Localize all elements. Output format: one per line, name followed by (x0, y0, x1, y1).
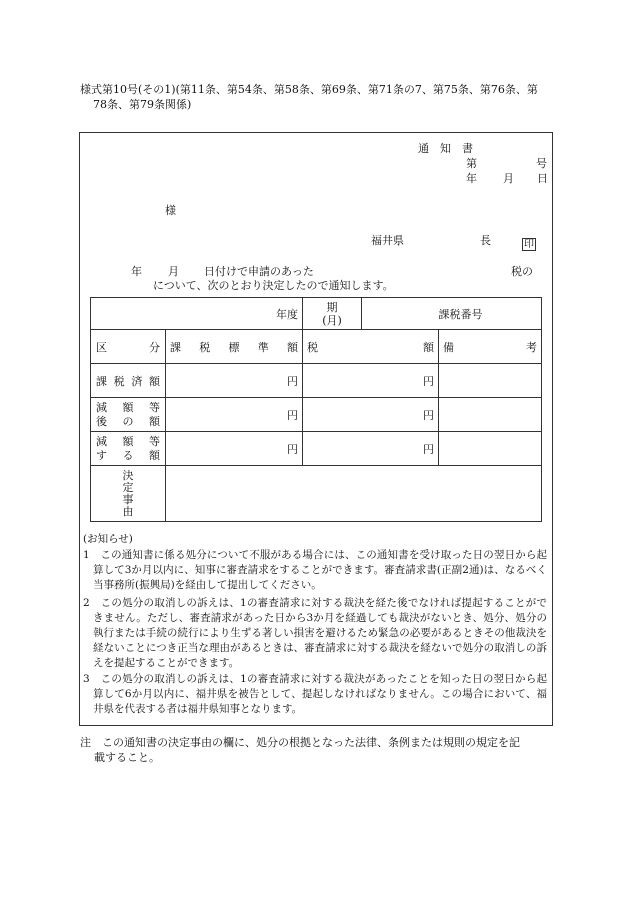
row-label-char: す (96, 448, 107, 462)
assessed-remarks-cell[interactable] (439, 364, 542, 398)
period-month-label: (月) (322, 313, 342, 327)
reduction-base-cell[interactable] (166, 432, 303, 466)
table-row (91, 432, 542, 466)
fiscal-year-cell[interactable] (91, 298, 303, 330)
row-label-char: 等 (149, 400, 160, 414)
row-label-char: 税 (113, 374, 125, 388)
header-base-char: 準 (257, 340, 269, 354)
notes-heading: (お知らせ) (83, 533, 133, 545)
row-label-decision-reason (91, 466, 166, 522)
body-date-text: 日付けで申請のあった (204, 265, 314, 278)
row-label-char: 事 (122, 492, 134, 506)
footnote-line2: 載すること。 (94, 751, 160, 764)
reduction-remarks-cell[interactable] (439, 432, 542, 466)
row-label-char: 額 (122, 434, 134, 448)
notice-number-prefix: 第 (466, 157, 477, 170)
after-reduction-base-cell[interactable] (166, 398, 303, 432)
yen-unit: 円 (287, 442, 298, 456)
row-label-char: 由 (122, 504, 134, 518)
header-tax-1: 税 (307, 340, 318, 354)
header-kubun-1: 区 (96, 340, 107, 354)
assessed-tax-cell[interactable] (303, 364, 439, 398)
table-row (91, 398, 542, 432)
yen-unit: 円 (287, 374, 298, 388)
form-header-line1: 様式第10号(その1)(第11条、第54条、第58条、第69条、第71条の7、第75条、第76条、第 (80, 83, 538, 96)
row-label-char: 後 (96, 414, 107, 428)
row-label-char: 決 (122, 468, 134, 482)
after-reduction-remarks-cell[interactable] (439, 398, 542, 432)
row-label-char: 済 (131, 374, 143, 388)
row-label-char: 等 (149, 434, 160, 448)
header-base-amount (166, 330, 303, 364)
yen-unit: 円 (423, 374, 434, 388)
row-label-char: 額 (122, 400, 134, 414)
row-label-assessed (91, 364, 166, 398)
header-kubun (91, 330, 166, 364)
form-header-line2: 78条、第79条関係) (93, 98, 192, 111)
reduction-tax-cell[interactable] (303, 432, 439, 466)
header-tax-amount (303, 330, 439, 364)
addressee-suffix: 様 (165, 204, 176, 217)
row-label-char: の (122, 414, 134, 428)
header-remarks-2: 考 (526, 340, 537, 354)
row-label-char: 減 (96, 434, 107, 448)
period-cell[interactable] (303, 298, 362, 330)
notes-item-1: 1 この通知書に係る処分について不服がある場合には、この通知書を受け取った日の翌日から起算して3か月以内に、知事に審査請求をすることができます。審査請求書(正副2通)は、なるべく当事務所(振興局)を経由して提出してください。 (83, 549, 547, 591)
row-label-char: 額 (149, 448, 160, 462)
period-label: 期 (326, 300, 338, 314)
notes-item-3: 3 この処分の取消しの訴えは、1の審査請求に対する裁決があったことを知った日の翌日から起算して6か月以内に、福井県を被告として、提起しなければなりません。この場合において、福井県を代表する者は福井県知事となります。 (83, 673, 547, 715)
assessed-base-cell[interactable] (166, 364, 303, 398)
after-reduction-tax-cell[interactable] (303, 398, 439, 432)
tax-table (90, 297, 542, 522)
row-label-char: る (122, 448, 134, 462)
notice-title: 通 知 書 (418, 142, 473, 155)
table-row (91, 466, 542, 522)
table-row (91, 364, 542, 398)
header-base-char: 税 (199, 340, 211, 354)
row-label-char: 額 (149, 414, 160, 428)
period-value-cell[interactable] (362, 298, 439, 330)
date-month-label: 月 (503, 172, 514, 185)
tax-number-label-cell (439, 298, 542, 330)
notice-number-suffix: 号 (536, 157, 547, 170)
header-kubun-2: 分 (149, 340, 160, 354)
table-row (91, 330, 542, 364)
issuer-title: 長 (480, 234, 491, 247)
body-tax-suffix: 税の (511, 265, 533, 278)
tax-number-label: 課税番号 (438, 307, 483, 321)
body-year-label: 年 (131, 265, 142, 278)
issuer-prefecture: 福井県 (371, 234, 404, 247)
body-line2: について、次のとおり決定したので通知します。 (153, 279, 394, 292)
header-base-char: 額 (287, 340, 298, 354)
header-remarks-1: 備 (443, 340, 454, 354)
header-base-char: 標 (228, 340, 240, 354)
yen-unit: 円 (423, 442, 434, 456)
decision-reason-cell[interactable] (166, 466, 542, 522)
row-label-after-reduction (91, 398, 166, 432)
seal-mark: 印 (524, 239, 534, 250)
row-label-reduction-amount (91, 432, 166, 466)
notes-item-2: 2 この処分の取消しの訴えは、1の審査請求に対する裁決を経た後でなければ提起することができません。ただし、審査請求があった日から3か月を経過しても裁決がないとき、処分、処分の執行または手続の続行により生ずる著しい損害を避けるため緊急の必要があるときその他裁決を経ないことにつき正当な理由があるときは、審査請求に対する裁決を経ないで処分の取消しの訴えを提起することができます。 (83, 597, 547, 669)
yen-unit: 円 (287, 408, 298, 422)
row-label-char: 額 (148, 374, 160, 388)
header-tax-2: 額 (423, 340, 434, 354)
yen-unit: 円 (423, 408, 434, 422)
body-month-label: 月 (168, 265, 179, 278)
row-label-char: 減 (96, 400, 107, 414)
date-day-label: 日 (537, 172, 548, 185)
table-row (91, 298, 542, 330)
date-year-label: 年 (466, 172, 477, 185)
row-label-char: 課 (96, 374, 107, 388)
header-remarks (439, 330, 542, 364)
fiscal-year-label: 年度 (276, 307, 298, 321)
header-base-char: 課 (170, 340, 181, 354)
footnote-line1: 注 この通知書の決定事由の欄に、処分の根拠となった法律、条例または規則の規定を記 (80, 736, 520, 749)
row-label-char: 定 (122, 480, 134, 494)
